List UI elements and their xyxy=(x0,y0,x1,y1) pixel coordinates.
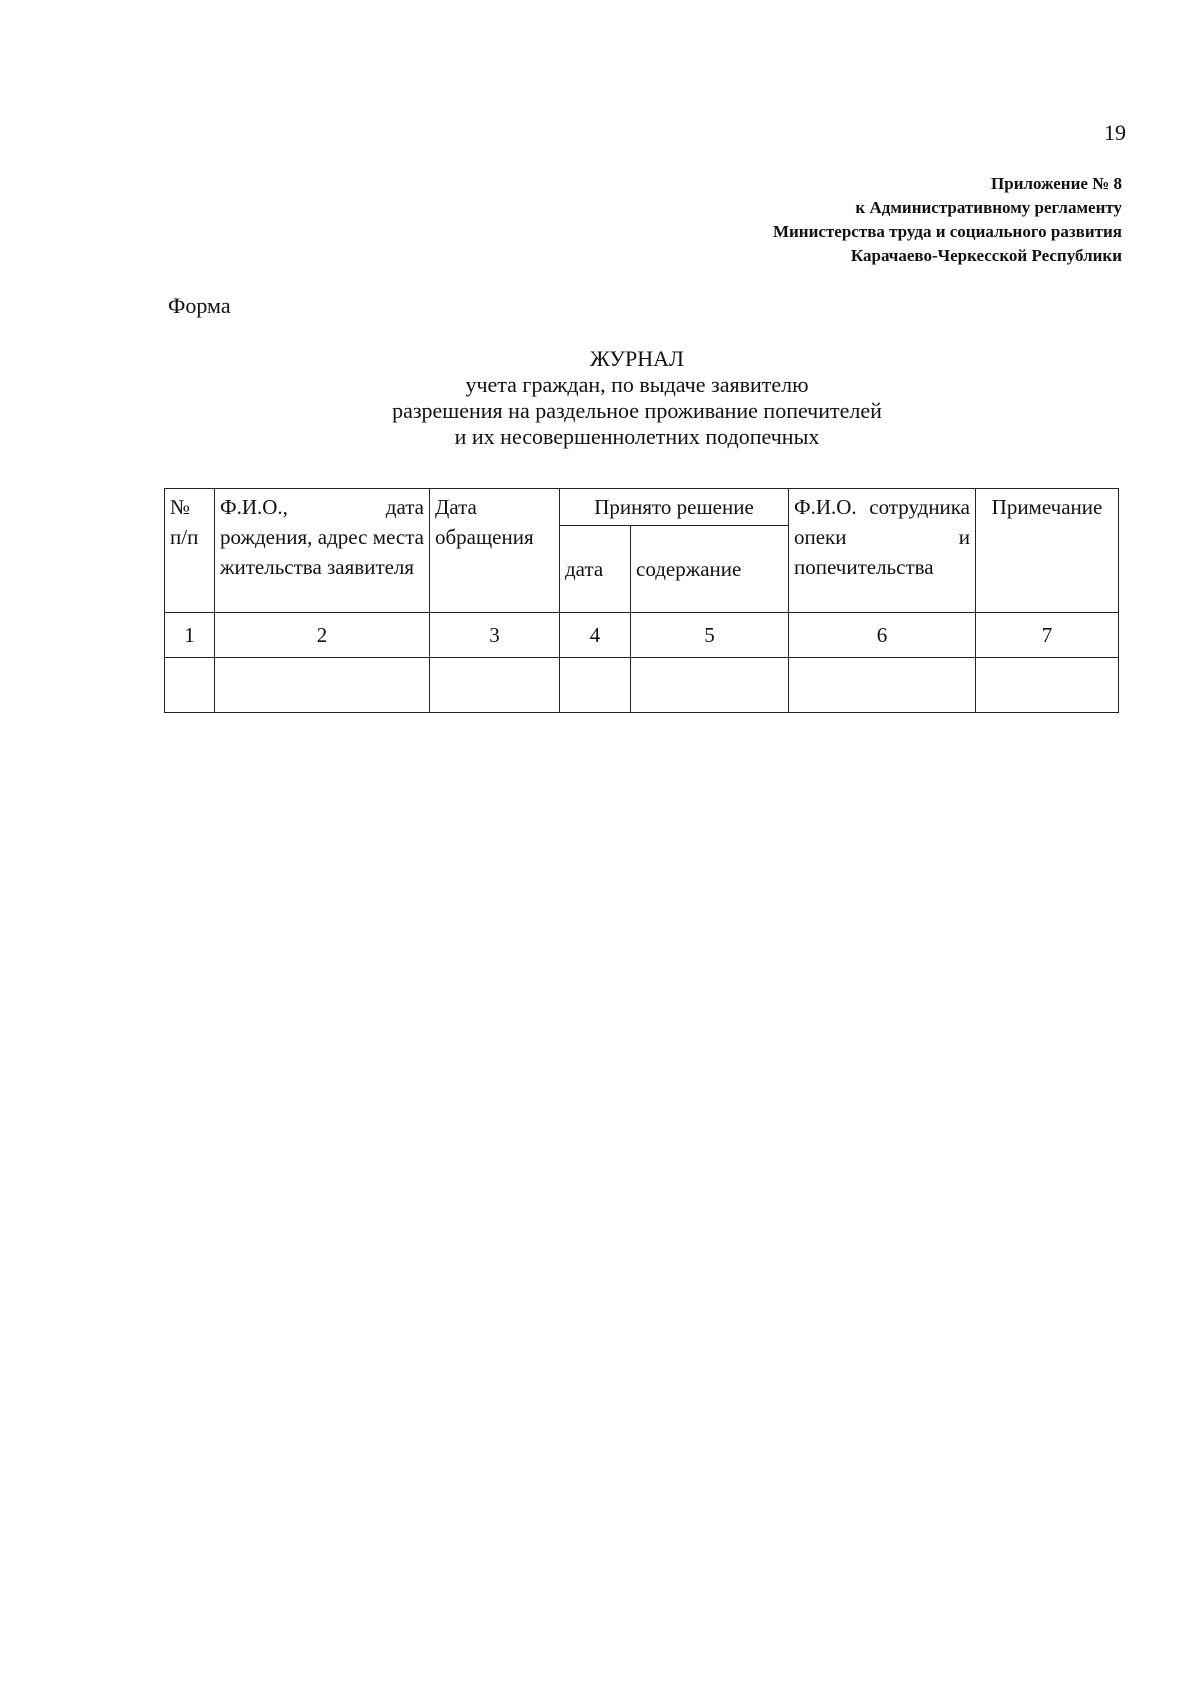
column-number-cell: 5 xyxy=(631,613,789,658)
empty-cell xyxy=(560,658,631,713)
appendix-line-1: Приложение № 8 xyxy=(991,174,1122,193)
header-request-date: Дата обращения xyxy=(430,489,560,613)
journal-title-line-4: и их несовершеннолетних подопечных xyxy=(454,424,820,449)
journal-title-line-2: учета граждан, по выдаче заявителю xyxy=(465,372,809,397)
header-decision-date: дата xyxy=(560,526,631,613)
journal-title-line-3: разрешения на раздельное проживание попечителей xyxy=(392,398,882,423)
empty-cell xyxy=(430,658,560,713)
form-label: Форма xyxy=(168,293,231,318)
column-number-cell: 6 xyxy=(789,613,976,658)
header-decision-group: Принято решение xyxy=(560,489,789,526)
column-number-cell: 4 xyxy=(560,613,631,658)
column-number-cell: 2 xyxy=(215,613,430,658)
table-column-numbers-row xyxy=(165,613,1119,658)
table-row-empty xyxy=(165,658,1119,713)
empty-cell xyxy=(789,658,976,713)
header-applicant: Ф.И.О., дата рождения, адрес места жительства заявителя xyxy=(215,489,430,613)
empty-cell xyxy=(165,658,215,713)
appendix-line-4: Карачаево-Черкесской Республики xyxy=(850,246,1122,265)
journal-title xyxy=(150,346,1124,450)
table-header-row xyxy=(165,489,1119,526)
journal-title-line-1: ЖУРНАЛ xyxy=(590,346,684,371)
column-number-cell: 3 xyxy=(430,613,560,658)
header-employee: Ф.И.О. сотрудника опеки и попечительства xyxy=(789,489,976,613)
appendix-line-2: к Административному регламенту xyxy=(855,198,1122,217)
journal-table xyxy=(164,488,1119,713)
appendix-block xyxy=(662,172,1122,268)
column-number-cell: 1 xyxy=(165,613,215,658)
header-note: Примечание xyxy=(976,489,1119,613)
empty-cell xyxy=(976,658,1119,713)
header-row-number: № п/п xyxy=(165,489,215,613)
empty-cell xyxy=(215,658,430,713)
header-decision-content: содержание xyxy=(631,526,789,613)
appendix-line-3: Министерства труда и социального развития xyxy=(772,222,1122,241)
column-number-cell: 7 xyxy=(976,613,1119,658)
page-number: 19 xyxy=(1104,120,1126,145)
empty-cell xyxy=(631,658,789,713)
